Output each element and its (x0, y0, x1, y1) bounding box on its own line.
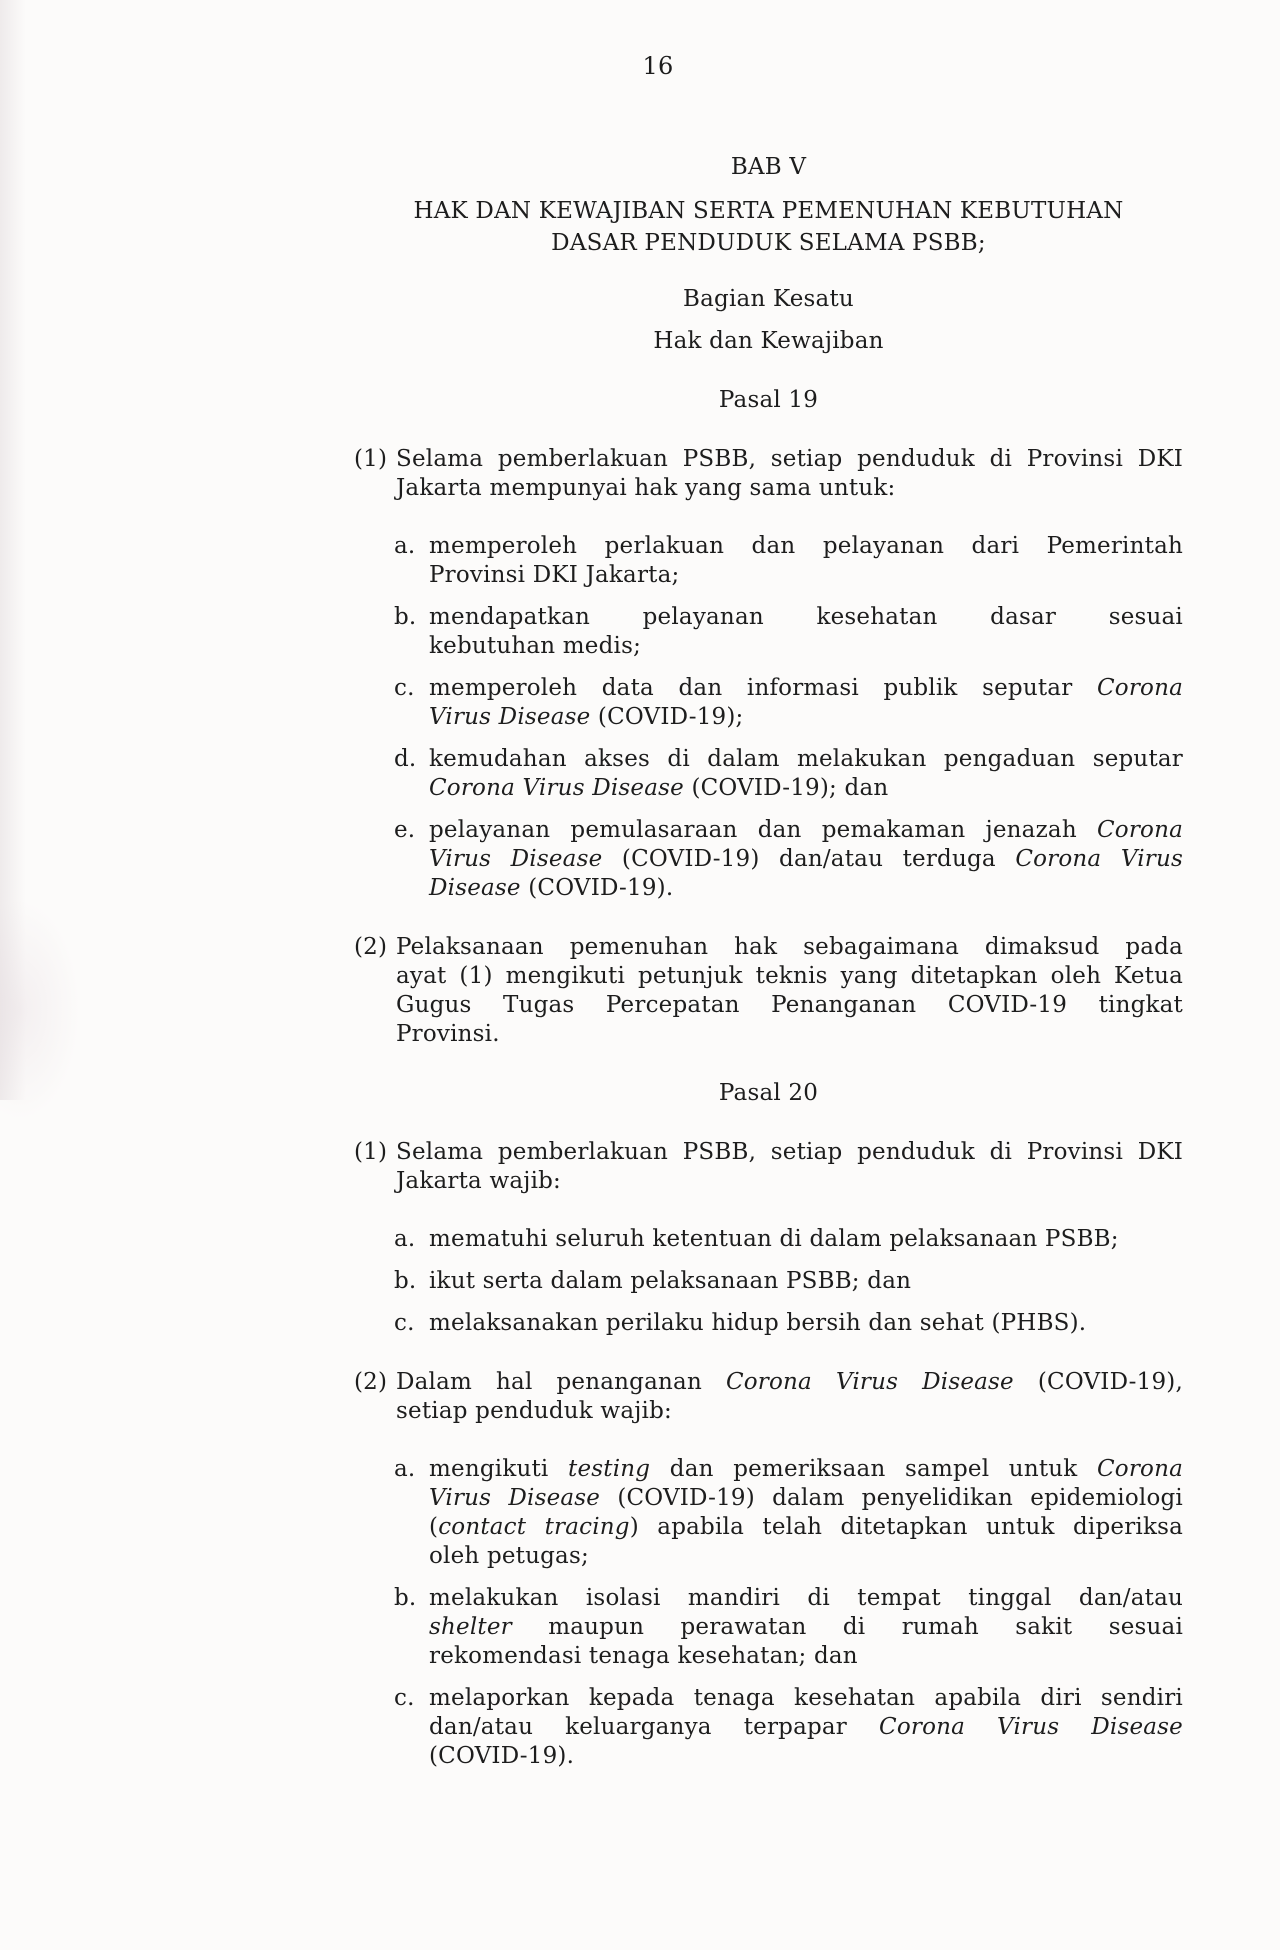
sub-item-marker: a. (394, 533, 416, 559)
text-line: Provinsi DKI Jakarta; (429, 562, 680, 588)
sub-item-marker: b. (394, 1268, 417, 1294)
sub-item (394, 532, 1183, 590)
sub-item (394, 1584, 1183, 1671)
text-line: setiap penduduk wajib: (396, 1398, 672, 1424)
chapter-heading: BAB V (730, 154, 807, 180)
section-heading: Pasal 19 (718, 387, 819, 413)
text-line: oleh petugas; (429, 1543, 589, 1569)
sub-item (394, 1309, 1183, 1338)
text-line: kemudahan akses di dalam melakukan pengaduan seputar (429, 746, 1183, 772)
text-line: shelter maupun perawatan di rumah sakit sesuai (429, 1614, 1183, 1640)
numbered-item (354, 445, 1183, 503)
sub-item (394, 603, 1183, 661)
chapter-title-line1: HAK DAN KEWAJIBAN SERTA PEMENUHAN KEBUTUHAN (413, 198, 1124, 224)
text-line: (COVID-19). (429, 1743, 575, 1769)
sub-item-marker: a. (394, 1226, 416, 1252)
item-marker: (2) (354, 934, 388, 960)
text-line: melaksanakan perilaku hidup bersih dan sehat (PHBS). (429, 1310, 1087, 1336)
sub-item (394, 1455, 1183, 1571)
sub-item-marker: b. (394, 604, 417, 630)
sub-item-list (394, 1455, 1183, 1771)
sub-item-marker: c. (394, 675, 415, 701)
text-line: Disease (COVID-19). (429, 875, 674, 901)
text-line: Virus Disease (COVID-19) dan/atau terduga Corona Virus (429, 846, 1183, 872)
item-marker: (1) (354, 446, 388, 472)
text-line: melakukan isolasi mandiri di tempat tinggal dan/atau (429, 1585, 1183, 1611)
item-marker: (2) (354, 1369, 388, 1395)
text-line: memperoleh perlakuan dan pelayanan dari Pemerintah (429, 533, 1183, 559)
sub-item-marker: b. (394, 1585, 417, 1611)
page-number: 16 (642, 52, 674, 80)
text-line: ikut serta dalam pelaksanaan PSBB; dan (429, 1268, 912, 1294)
sub-item-marker: e. (394, 817, 416, 843)
part-title: Hak dan Kewajiban (653, 328, 884, 354)
chapter-title (354, 195, 1183, 259)
text-line: Jakarta mempunyai hak yang sama untuk: (396, 475, 896, 501)
numbered-item (354, 1368, 1183, 1426)
text-line: rekomendasi tenaga kesehatan; dan (429, 1643, 858, 1669)
sub-item (394, 674, 1183, 732)
scan-blemish (0, 900, 80, 1120)
text-line: Selama pemberlakuan PSBB, setiap penduduk di Provinsi DKI (396, 1139, 1183, 1165)
text-line: memperoleh data dan informasi publik seputar Corona (429, 675, 1183, 701)
sub-item-list (394, 1225, 1183, 1338)
text-line: Jakarta wajib: (396, 1168, 562, 1194)
sub-item-marker: c. (394, 1310, 415, 1336)
section-heading: Pasal 20 (718, 1080, 819, 1106)
sub-item-list (394, 532, 1183, 903)
text-line: (contact tracing) apabila telah ditetapkan untuk diperiksa (429, 1514, 1184, 1540)
text-line: melaporkan kepada tenaga kesehatan apabila diri sendiri (429, 1685, 1183, 1711)
text-line: Corona Virus Disease (COVID-19); dan (429, 775, 889, 801)
numbered-item (354, 1138, 1183, 1196)
text-line: mengikuti testing dan pemeriksaan sampel untuk Corona (429, 1456, 1183, 1482)
sub-item (394, 745, 1183, 803)
text-line: pelayanan pemulasaraan dan pemakaman jenazah Corona (429, 817, 1183, 843)
sub-item (394, 1225, 1183, 1254)
text-line: mendapatkan pelayanan kesehatan dasar sesuai (429, 604, 1183, 630)
text-line: Dalam hal penanganan Corona Virus Disease (COVID-19), (396, 1369, 1183, 1395)
sub-item-marker: a. (394, 1456, 416, 1482)
sections (354, 386, 1183, 1771)
sub-item (394, 816, 1183, 903)
text-line: Virus Disease (COVID-19) dalam penyelidikan epidemiologi (429, 1485, 1183, 1511)
text-line: Gugus Tugas Percepatan Penanganan COVID-19 tingkat (396, 992, 1183, 1018)
document-body (354, 0, 1183, 1771)
sub-item (394, 1684, 1183, 1771)
chapter-title-line2: DASAR PENDUDUK SELAMA PSBB; (551, 230, 986, 256)
item-marker: (1) (354, 1139, 388, 1165)
sub-item (394, 1267, 1183, 1296)
text-line: Selama pemberlakuan PSBB, setiap penduduk di Provinsi DKI (396, 446, 1183, 472)
sub-item-marker: c. (394, 1685, 415, 1711)
text-line: dan/atau keluarganya terpapar Corona Virus Disease (429, 1714, 1183, 1740)
numbered-item (354, 933, 1183, 1049)
text-line: mematuhi seluruh ketentuan di dalam pelaksanaan PSBB; (429, 1226, 1119, 1252)
sub-item-marker: d. (394, 746, 417, 772)
text-line: ayat (1) mengikuti petunjuk teknis yang ditetapkan oleh Ketua (396, 963, 1183, 989)
part-label: Bagian Kesatu (683, 286, 854, 312)
scan-shadow (0, 0, 26, 1100)
text-line: kebutuhan medis; (429, 633, 642, 659)
text-line: Provinsi. (396, 1021, 500, 1047)
text-line: Pelaksanaan pemenuhan hak sebagaimana dimaksud pada (396, 934, 1183, 960)
text-line: Virus Disease (COVID-19); (429, 704, 744, 730)
